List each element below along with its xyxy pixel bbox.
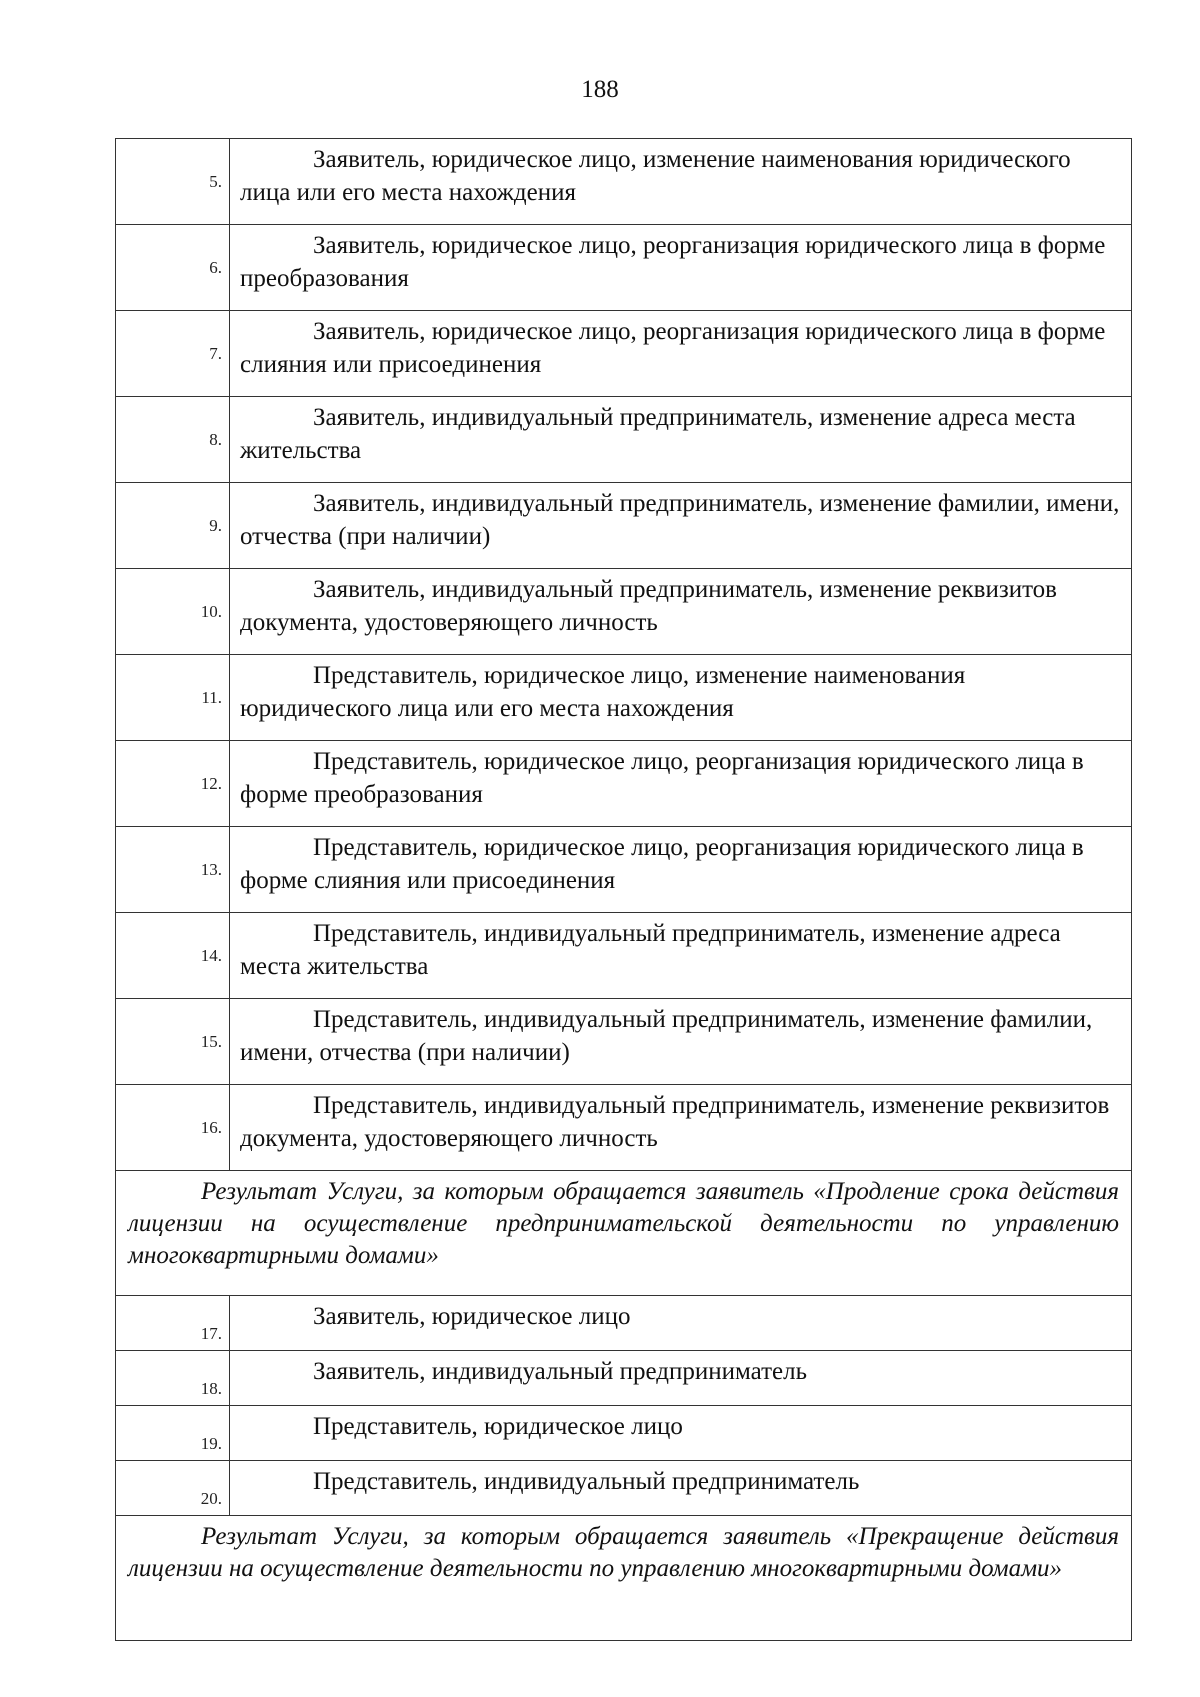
- table-row: [116, 913, 1132, 999]
- row-description: Представитель, юридическое лицо, реорганизация юридического лица в форме преобразования: [230, 741, 1132, 827]
- row-description: Заявитель, индивидуальный предприниматель, изменение реквизитов документа, удостоверяющего личность: [230, 569, 1132, 655]
- table-row: [116, 569, 1132, 655]
- row-description: Представитель, индивидуальный предприниматель, изменение реквизитов документа, удостоверяющего личность: [230, 1085, 1132, 1171]
- table-row: [116, 225, 1132, 311]
- table-row: [116, 1296, 1132, 1351]
- row-number: 10.: [116, 569, 230, 655]
- table-row: [116, 139, 1132, 225]
- row-number: 13.: [116, 827, 230, 913]
- row-number: 6.: [116, 225, 230, 311]
- row-description: Заявитель, юридическое лицо, реорганизация юридического лица в форме слияния или присоединения: [230, 311, 1132, 397]
- row-number: 16.: [116, 1085, 230, 1171]
- row-number: 9.: [116, 483, 230, 569]
- row-number: 18.: [116, 1351, 230, 1406]
- row-number: 5.: [116, 139, 230, 225]
- table-row: [116, 655, 1132, 741]
- row-description: Представитель, индивидуальный предприниматель: [230, 1461, 1132, 1516]
- section-header-row: [116, 1516, 1132, 1641]
- table-row: [116, 1406, 1132, 1461]
- row-description: Заявитель, юридическое лицо, реорганизация юридического лица в форме преобразования: [230, 225, 1132, 311]
- row-number: 20.: [116, 1461, 230, 1516]
- row-description: Заявитель, юридическое лицо: [230, 1296, 1132, 1351]
- table-row: [116, 483, 1132, 569]
- row-description: Представитель, юридическое лицо, реорганизация юридического лица в форме слияния или присоединения: [230, 827, 1132, 913]
- table-row: [116, 1461, 1132, 1516]
- section-header-termination: Результат Услуги, за которым обращается заявитель «Прекращение действия лицензии на осуществление деятельности по управлению многоквартирными домами»: [116, 1516, 1132, 1641]
- row-number: 8.: [116, 397, 230, 483]
- row-description: Заявитель, индивидуальный предприниматель: [230, 1351, 1132, 1406]
- row-description: Представитель, индивидуальный предприниматель, изменение фамилии, имени, отчества (при наличии): [230, 999, 1132, 1085]
- row-description: Заявитель, юридическое лицо, изменение наименования юридического лица или его места нахождения: [230, 139, 1132, 225]
- row-number: 14.: [116, 913, 230, 999]
- row-number: 15.: [116, 999, 230, 1085]
- table-row: [116, 1351, 1132, 1406]
- page-number: 188: [581, 76, 619, 103]
- row-description: Представитель, юридическое лицо: [230, 1406, 1132, 1461]
- table-row: [116, 311, 1132, 397]
- table-row: [116, 397, 1132, 483]
- table-row: [116, 1085, 1132, 1171]
- row-number: 11.: [116, 655, 230, 741]
- row-description: Заявитель, индивидуальный предприниматель, изменение адреса места жительства: [230, 397, 1132, 483]
- row-description: Представитель, индивидуальный предприниматель, изменение адреса места жительства: [230, 913, 1132, 999]
- row-description: Представитель, юридическое лицо, изменение наименования юридического лица или его места нахождения: [230, 655, 1132, 741]
- row-number: 19.: [116, 1406, 230, 1461]
- table-row: [116, 827, 1132, 913]
- row-description: Заявитель, индивидуальный предприниматель, изменение фамилии, имени, отчества (при наличии): [230, 483, 1132, 569]
- section-header-row: [116, 1171, 1132, 1296]
- table-row: [116, 741, 1132, 827]
- row-number: 17.: [116, 1296, 230, 1351]
- table-row: [116, 999, 1132, 1085]
- row-number: 12.: [116, 741, 230, 827]
- applicant-variants-table: [115, 138, 1132, 1641]
- row-number: 7.: [116, 311, 230, 397]
- section-header-prolongation: Результат Услуги, за которым обращается заявитель «Продление срока действия лицензии на осуществление предпринимательской деятельности по управлению многоквартирными домами»: [116, 1171, 1132, 1296]
